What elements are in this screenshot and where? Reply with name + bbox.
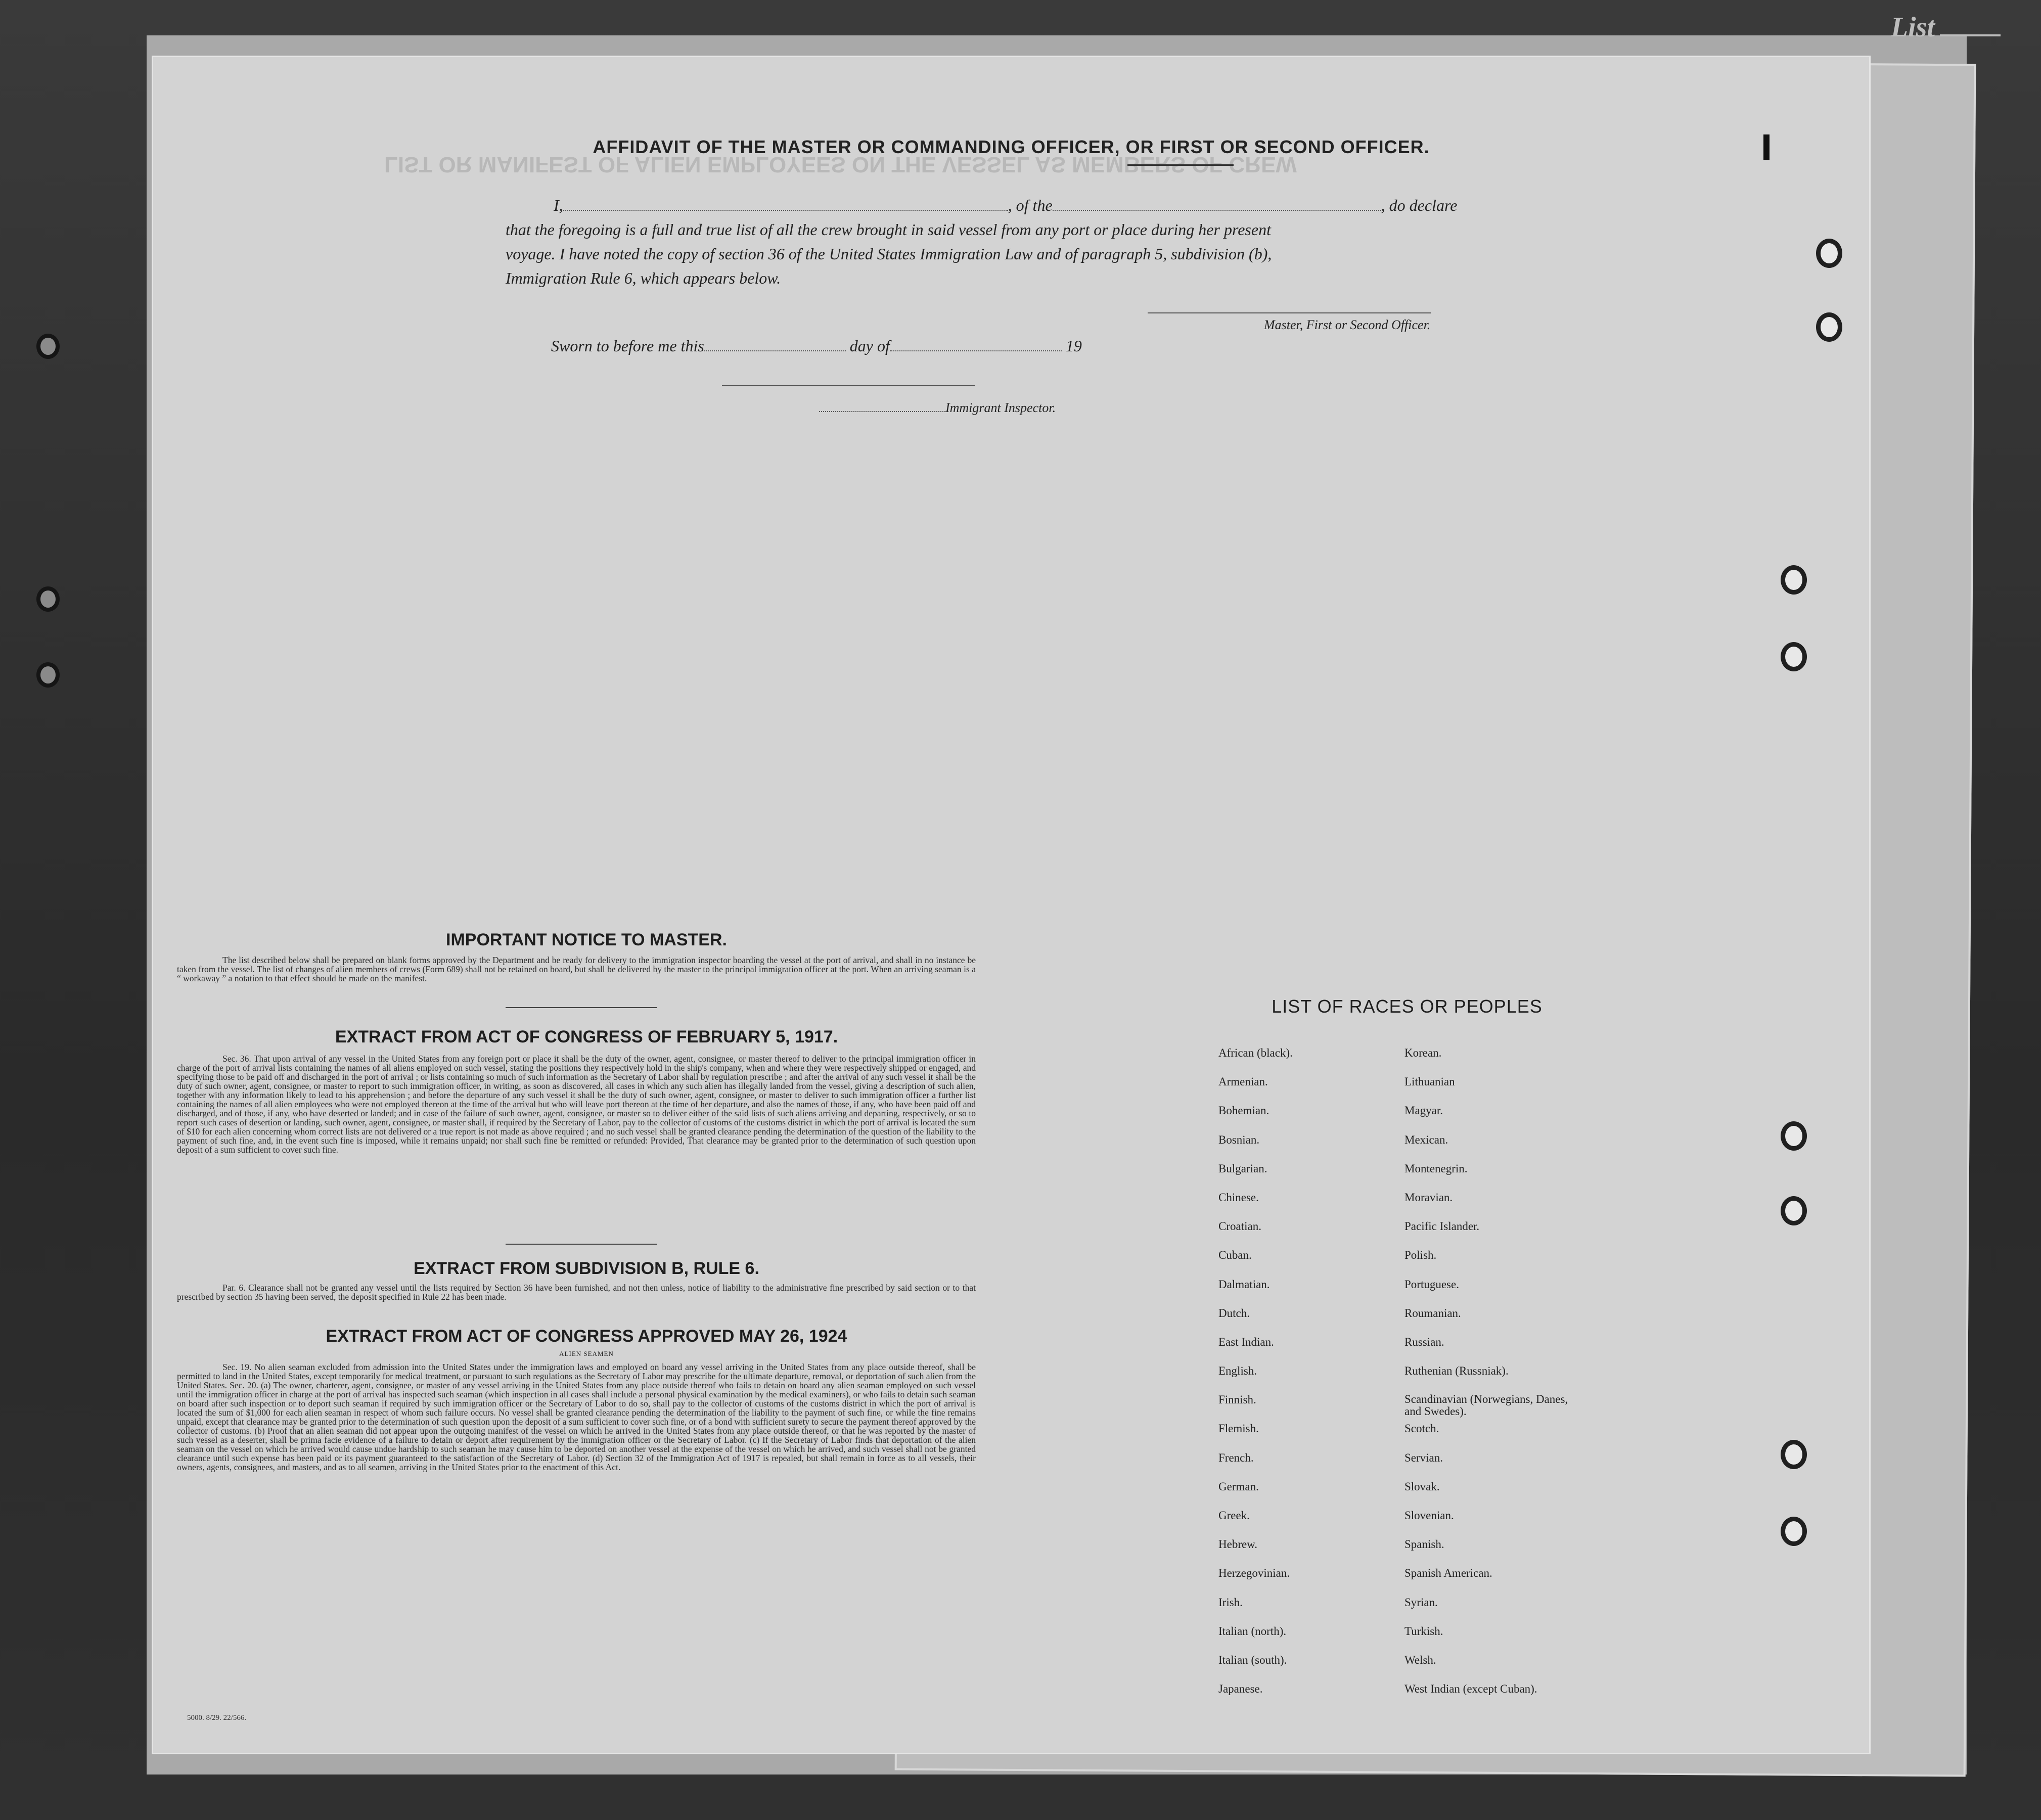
race-item: Pacific Islander. bbox=[1404, 1220, 1480, 1233]
race-item: Bosnian. bbox=[1218, 1133, 1260, 1146]
affidavit-line-1: I, , of the , do declare bbox=[554, 196, 1458, 214]
race-item: Slovak. bbox=[1404, 1480, 1440, 1493]
affidavit-title: AFFIDAVIT OF THE MASTER OR COMMANDING OFFICER, OR FIRST OR SECOND OFFICER. bbox=[593, 136, 1430, 157]
punch-hole-icon bbox=[1816, 239, 1842, 268]
race-item: Ruthenian (Russniak). bbox=[1404, 1364, 1509, 1378]
race-item: Turkish. bbox=[1404, 1624, 1443, 1637]
master-signature-line[interactable] bbox=[1148, 312, 1431, 313]
inspector-separator bbox=[722, 385, 975, 386]
race-item: Bulgarian. bbox=[1218, 1162, 1267, 1175]
corner-list-label: List bbox=[1891, 11, 2001, 43]
race-item: Magyar. bbox=[1404, 1104, 1443, 1117]
binder-hole-icon bbox=[36, 586, 60, 612]
extract-1924-subtitle: ALIEN SEAMEN bbox=[559, 1350, 614, 1357]
race-item: Servian. bbox=[1404, 1451, 1443, 1464]
race-item: Spanish. bbox=[1404, 1538, 1444, 1551]
race-item: French. bbox=[1218, 1451, 1254, 1464]
title-underline bbox=[1127, 164, 1234, 166]
sworn-day-blank[interactable] bbox=[704, 350, 846, 351]
binder-hole-icon bbox=[36, 334, 60, 359]
race-item: Korean. bbox=[1404, 1046, 1442, 1059]
race-item: Dutch. bbox=[1218, 1306, 1250, 1320]
race-item: Lithuanian bbox=[1404, 1075, 1455, 1088]
race-item: Hebrew. bbox=[1218, 1538, 1258, 1551]
race-item: Syrian. bbox=[1404, 1596, 1438, 1609]
binder-hole-icon bbox=[36, 662, 60, 688]
affidavit-line-4: Immigration Rule 6, which appears below. bbox=[506, 269, 781, 287]
punch-hole-icon bbox=[1781, 642, 1807, 671]
master-signature-label: Master, First or Second Officer. bbox=[1264, 317, 1431, 332]
race-item: German. bbox=[1218, 1480, 1259, 1493]
race-item: Armenian. bbox=[1218, 1075, 1268, 1088]
race-item: Dalmatian. bbox=[1218, 1278, 1270, 1291]
race-item: West Indian (except Cuban). bbox=[1404, 1682, 1537, 1696]
races-left-column bbox=[1218, 1046, 1293, 1711]
affidavit-line-3: voyage. I have noted the copy of section 36 of the United States Immigration Law and of paragraph 5, subdivision (b), bbox=[506, 245, 1272, 263]
race-item: Scandinavian (Norwegians, Danes, and Swedes). bbox=[1404, 1393, 1568, 1418]
race-item: English. bbox=[1218, 1364, 1257, 1378]
race-item: Finnish. bbox=[1218, 1393, 1256, 1406]
races-title: LIST OF RACES OR PEOPLES bbox=[1272, 996, 1543, 1017]
race-item: Welsh. bbox=[1404, 1653, 1436, 1666]
extract-1917-body: Sec. 36. That upon arrival of any vessel in the United States from any foreign port or place it shall be the duty of the owner, agent, consignee, or master thereof to deliver to the principal immigration officer in charge of the port of arrival lists containing the names of all aliens employed on such vessel, stating the positions they respectively hold in the ship's company, when and where they were respectively shipped or engaged, and specifying those to be paid off and discharged in the port of arrival ; or lists containing so much of such information as the Secretary of Labor shall by regulation prescribe ; and after the arrival of any such vessel it shall be the duty of such owner, agent, consignee, or master to report to such immigration officer, in writing, as soon as discovered, all cases in which any such alien has illegally landed from the vessel, giving a description of such alien, together with any information likely to lead to his apprehension ; and before the departure of any such vessel it shall be the duty of such owner, agent, consignee, or master to deliver to such immigration officer a further list containing the names of all alien employees who were not employed thereon at the time of the arrival but who will leave port thereon at the time of her departure, and also the names of those, if any, who have been paid off and discharged, and of those, if any, who have deserted or landed; and in case of the failure of such owner, agent, consignee, or master so to deliver either of the said lists of such aliens arriving and departing, respectively, or so to report such cases of desertion or landing, such owner, agent, consignee, or master shall, if required by the Secretary of Labor, pay to the collector of customs of the customs district in which the port of arrival is located the sum of $10 for each alien concerning whom correct lists are not delivered or a true report is not made as above required ; and no such vessel shall be granted clearance pending the determination of the question of the liability to the payment of such fine, and, in the event such fine is imposed, while it remains unpaid; nor shall such fine be remitted or refunded: Provided, That clearance may be granted prior to the determination of such question upon deposit of a sum sufficient to cover such fine. bbox=[177, 1054, 976, 1155]
sworn-month-blank[interactable] bbox=[890, 350, 1062, 351]
section-separator bbox=[506, 1007, 657, 1008]
race-item: Polish. bbox=[1404, 1249, 1437, 1262]
inspector-label: Immigrant Inspector. bbox=[819, 400, 1056, 416]
extract-1924-title: EXTRACT FROM ACT OF CONGRESS APPROVED MAY 26, 1924 bbox=[326, 1327, 847, 1346]
document-page bbox=[152, 56, 1871, 1754]
affidavit-line-2: that the foregoing is a full and true list of all the crew brought in said vessel from any port or place during her present bbox=[506, 220, 1271, 239]
form-code: 5000. 8/29. 22/566. bbox=[187, 1714, 247, 1722]
races-right-column bbox=[1404, 1046, 1571, 1711]
race-item: Japanese. bbox=[1218, 1682, 1263, 1696]
race-item: Portuguese. bbox=[1404, 1278, 1459, 1291]
race-item: Croatian. bbox=[1218, 1220, 1261, 1233]
race-item: African (black). bbox=[1218, 1046, 1293, 1059]
punch-hole-icon bbox=[1781, 565, 1807, 595]
race-item: Irish. bbox=[1218, 1596, 1243, 1609]
race-item: Flemish. bbox=[1218, 1422, 1259, 1435]
punch-hole-icon bbox=[1781, 1517, 1807, 1546]
race-item: Montenegrin. bbox=[1404, 1162, 1468, 1175]
race-item: Greek. bbox=[1218, 1509, 1250, 1522]
race-item: East Indian. bbox=[1218, 1335, 1274, 1348]
race-item: Scotch. bbox=[1404, 1422, 1439, 1435]
extract-1924-body: Sec. 19. No alien seaman excluded from admission into the United States under the immigration laws and employed on board any vessel arriving in the United States from any place outside thereof, shall be permitted to land in the United States, except temporarily for medical treatment, or pursuant to such regulations as the Secretary of Labor may prescribe for the ultimate departure, removal, or deportation of such alien from the United States. Sec. 20. (a) The owner, charterer, agent, consignee, or master of any vessel arriving in the United States from any place outside thereof who fails to detain on board any alien seaman employed on such vessel until the immigration officer in charge at the port of arrival has inspected such seaman (which inspection in all cases shall include a personal physical examination by the medical examiners), or who fails to detain such seaman on board after such inspection or to deport such seaman if required by such immigration officer or the Secretary of Labor to do so, shall pay to the collector of customs of the customs district in which the port of arrival is located the sum of $1,000 for each alien seaman in respect of whom such failure occurs. No vessel shall be granted clearance pending the determination of the liability to the payment of such fine, or while the fine remains unpaid, except that clearance may be granted prior to the determination of such question upon the deposit of a sum sufficient to cover such fine, or of a bond with sufficient surety to secure the payment thereof approved by the collector of customs. (b) Proof that an alien seaman did not appear upon the outgoing manifest of the vessel on which he arrived in the United States from any place outside thereof, or that he was reported by the master of such vessel as a deserter, shall be prima facie evidence of a failure to detain or deport after requirement by the immigration officer or the Secretary of Labor. (c) If the Secretary of Labor finds that deportation of the alien seaman on the vessel on which he arrived would cause undue hardship to such seaman he may cause him to be deported on another vessel at the expense of the vessel on which he arrived, and such vessel shall not be granted clearance until such expense has been paid or its payment guaranteed to the satisfaction of the Secretary of Labor. (d) Section 32 of the Immigration Act of 1917 is repealed, but shall remain in force as to all vessels, their owners, agents, consignees, and masters, and as to all seamen, arriving in the United States prior to the enactment of this Act. bbox=[177, 1362, 976, 1472]
race-item: Italian (south). bbox=[1218, 1653, 1287, 1666]
punch-hole-icon bbox=[1816, 312, 1842, 342]
notice-title: IMPORTANT NOTICE TO MASTER. bbox=[446, 930, 727, 949]
punch-hole-icon bbox=[1781, 1196, 1807, 1225]
race-item: Mexican. bbox=[1404, 1133, 1448, 1146]
section-separator bbox=[506, 1244, 657, 1245]
race-item: Bohemian. bbox=[1218, 1104, 1269, 1117]
race-item: Roumanian. bbox=[1404, 1306, 1461, 1320]
vessel-blank[interactable] bbox=[1053, 210, 1381, 211]
race-item: Slovenian. bbox=[1404, 1509, 1454, 1522]
name-blank[interactable] bbox=[563, 210, 1008, 211]
notice-body: The list described below shall be prepared on blank forms approved by the Department and be ready for delivery to the immigration inspector boarding the vessel at the port of arrival, and shall in no instance be taken from the vessel. The list of changes of alien members of crews (Form 689) shall not be retained on board, but shall be delivered by the master to the principal immigration officer at the port. When an arriving seaman is a “ workaway ” a notation to that effect should be made on the manifest. bbox=[177, 955, 976, 983]
subdivision-body: Par. 6. Clearance shall not be granted any vessel until the lists required by Section 36 have been furnished, and not then unless, notice of liability to the administrative fine prescribed by said section or to that prescribed by section 35 having been served, the deposit specified in Rule 22 has been made. bbox=[177, 1283, 976, 1302]
race-item: Herzegovinian. bbox=[1218, 1567, 1290, 1580]
subdivision-title: EXTRACT FROM SUBDIVISION B, RULE 6. bbox=[414, 1259, 759, 1278]
race-item: Chinese. bbox=[1218, 1191, 1259, 1204]
bleed-through-text: LIST OR MANIFEST OF ALIEN EMPLOYEES ON THE VESSEL AS MEMBERS OF CREW bbox=[384, 152, 1297, 177]
punch-hole-icon bbox=[1781, 1440, 1807, 1469]
extract-1917-title: EXTRACT FROM ACT OF CONGRESS OF FEBRUARY 5, 1917. bbox=[335, 1027, 838, 1046]
punch-hole-icon bbox=[1781, 1121, 1807, 1151]
race-item: Spanish American. bbox=[1404, 1567, 1492, 1580]
race-item: Italian (north). bbox=[1218, 1624, 1287, 1637]
race-item: Moravian. bbox=[1404, 1191, 1453, 1204]
sworn-line: Sworn to before me this day of 19 bbox=[551, 337, 1082, 355]
race-item: Cuban. bbox=[1218, 1249, 1252, 1262]
race-item: Russian. bbox=[1404, 1335, 1444, 1348]
